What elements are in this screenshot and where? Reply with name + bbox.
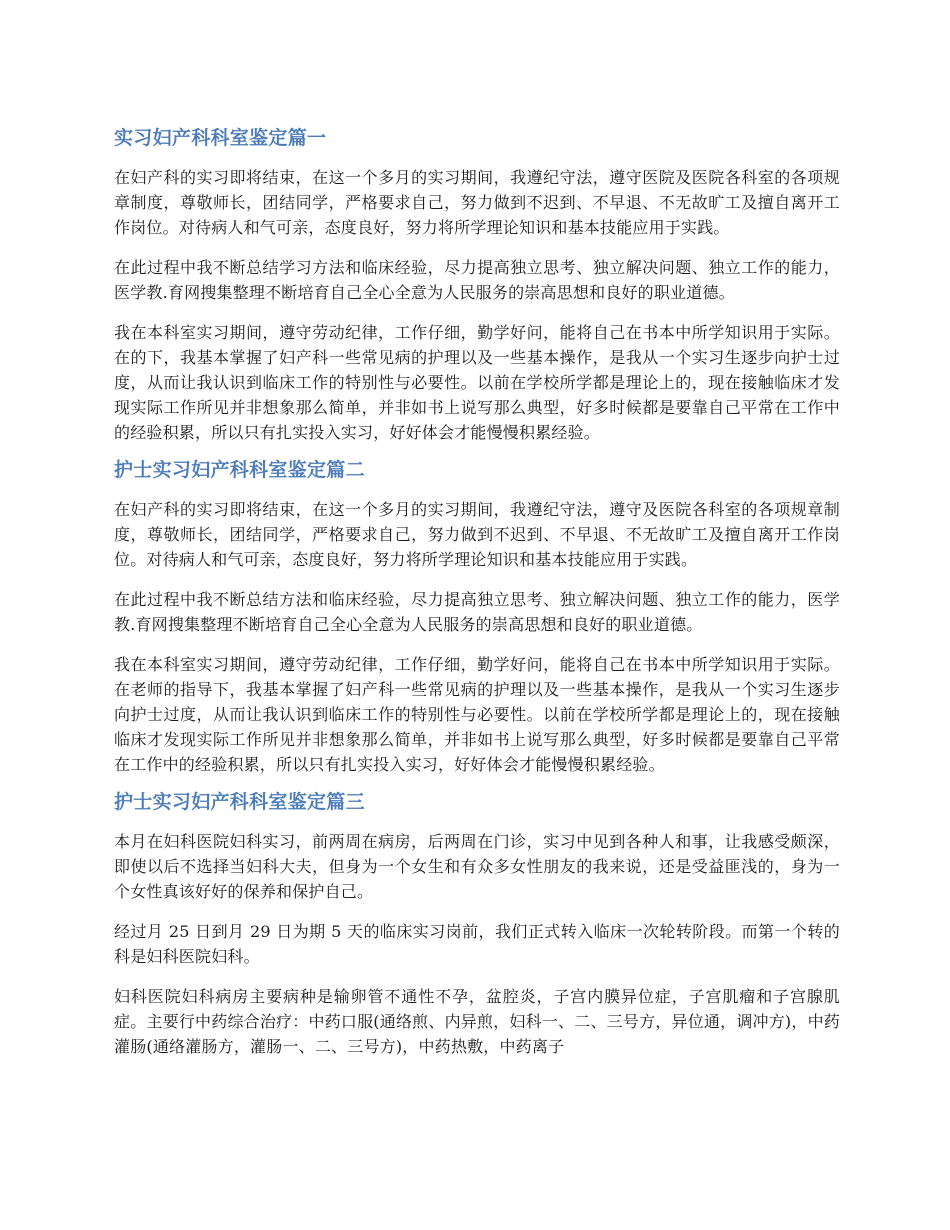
section-title: 护士实习妇产科科室鉴定篇二 (114, 459, 365, 481)
section-3 (114, 786, 840, 1059)
paragraph: 在此过程中我不断总结学习方法和临床经验，尽力提高独立思考、独立解决问题、独立工作的能力，医学教.育网搜集整理不断培育自己全心全意为人民服务的崇高思想和良好的职业道德。 (114, 258, 840, 302)
paragraph: 妇科医院妇科病房主要病种是输卵管不通性不孕，盆腔炎，子宫内膜异位症，子宫肌瘤和子宫腺肌症。主要行中药综合治疗：中药口服(通络煎、内异煎，妇科一、二、三号方，异位通，调冲方)，中药灌肠(通络灌肠方，灌肠一、二、三号方)，中药热敷，中药离子 (114, 987, 840, 1056)
paragraph: 我在本科室实习期间，遵守劳动纪律，工作仔细，勤学好问，能将自己在书本中所学知识用于实际。在的下，我基本掌握了妇产科一些常见病的护理以及一些基本操作，是我从一个实习生逐步向护士过度，从而让我认识到临床工作的特别性与必要性。以前在学校所学都是理论上的，现在接触临床才发现实际工作所见并非想象那么简单，并非如书上说写那么典型，好多时候都是要靠自己平常在工作中的经验积累，所以只有扎实投入实习，好好体会才能慢慢积累经验。 (114, 323, 840, 442)
paragraph: 本月在妇科医院妇科实习，前两周在病房，后两周在门诊，实习中见到各种人和事，让我感受颇深，即使以后不选择当妇科大夫，但身为一个女生和有众多女性朋友的我来说，还是受益匪浅的，身为一个女性真该好好的保养和保护自己。 (114, 832, 840, 901)
section-1 (114, 122, 840, 445)
document-page (114, 122, 840, 1074)
section-title: 实习妇产科科室鉴定篇一 (114, 127, 327, 149)
paragraph: 在妇产科的实习即将结束，在这一个多月的实习期间，我遵纪守法，遵守及医院各科室的各项规章制度，尊敬师长，团结同学，严格要求自己，努力做到不迟到、不早退、不无故旷工及擅自离开工作岗位。对待病人和气可亲，态度良好，努力将所学理论知识和基本技能应用于实践。 (114, 500, 840, 569)
paragraph: 我在本科室实习期间，遵守劳动纪律，工作仔细，勤学好问，能将自己在书本中所学知识用于实际。在老师的指导下，我基本掌握了妇产科一些常见病的护理以及一些基本操作，是我从一个实习生逐步向护士过度，从而让我认识到临床工作的特别性与必要性。以前在学校所学都是理论上的，现在接触临床才发现实际工作所见并非想象那么简单，并非如书上说写那么典型，好多时候都是要靠自己平常在工作中的经验积累，所以只有扎实投入实习，好好体会才能慢慢积累经验。 (114, 655, 840, 774)
paragraph: 经过月 25 日到月 29 日为期 5 天的临床实习岗前，我们正式转入临床一次轮转阶段。而第一个转的科是妇科医院妇科。 (114, 922, 840, 966)
section-2 (114, 454, 840, 777)
paragraph: 在妇产科的实习即将结束，在这一个多月的实习期间，我遵纪守法，遵守医院及医院各科室的各项规章制度，尊敬师长，团结同学，严格要求自己，努力做到不迟到、不早退、不无故旷工及擅自离开工作岗位。对待病人和气可亲，态度良好，努力将所学理论知识和基本技能应用于实践。 (114, 168, 840, 237)
paragraph: 在此过程中我不断总结方法和临床经验，尽力提高独立思考、独立解决问题、独立工作的能力，医学教.育网搜集整理不断培育自己全心全意为人民服务的崇高思想和良好的职业道德。 (114, 590, 840, 634)
section-title: 护士实习妇产科科室鉴定篇三 (114, 791, 365, 813)
